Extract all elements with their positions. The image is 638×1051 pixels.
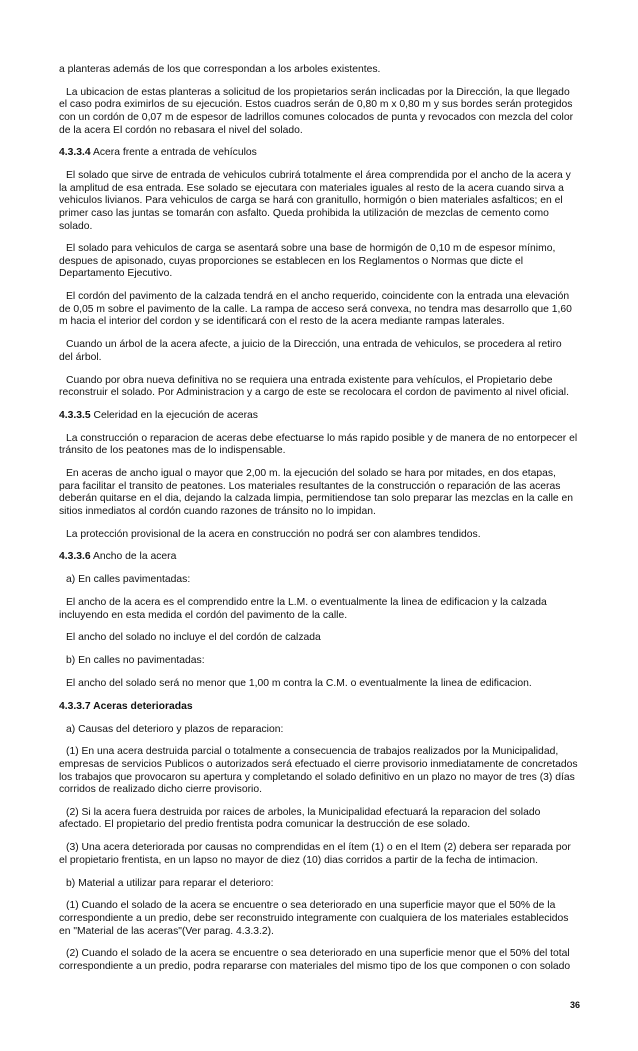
paragraph: (3) Una acera deteriorada por causas no comprendidas en el ítem (1) o en el Item (2) debera ser reparada por el propietario frentista, en un lapso no mayor de diez (10) dias corridos a partir de la fecha de intimacion.	[59, 842, 571, 866]
section-title: Acera frente a entrada de vehículos	[90, 147, 257, 159]
section-number: 4.3.3.5	[59, 409, 91, 421]
section-number: 4.3.3.4	[59, 147, 91, 159]
paragraph: En aceras de ancho igual o mayor que 2,00 m. la ejecución del solado se hara por mitades, en dos etapas, para facilitar el transito de peatones. Los materiales resultantes de la construcción o reparación de las aceras deberán quitarse en el dia, dejando la calzada limpia, permitiendose tan solo preparar las mezclas en la calle en sitios inmediatos al cordón cuando razones de tránsito no lo impidan.	[59, 468, 574, 517]
section-number: 4.3.3.6	[59, 551, 91, 563]
paragraph: Cuando un árbol de la acera afecte, a juicio de la Dirección, una entrada de vehiculos, se procedera al retiro del árbol.	[59, 339, 562, 363]
paragraph: a) En calles pavimentadas:	[66, 574, 191, 586]
paragraph: La construcción o reparacion de aceras debe efectuarse lo más rapido posible y de manera de no entorpecer el tránsito de los peatones mas de lo indispensable.	[59, 432, 578, 457]
section-title: Celeridad en la ejecución de aceras	[90, 409, 258, 421]
paragraph: a planteras además de los que correspondan a los arboles existentes.	[59, 64, 381, 75]
paragraph: b) En calles no pavimentadas:	[66, 655, 205, 667]
paragraph: a) Causas del deterioro y plazos de reparacion:	[66, 723, 284, 735]
paragraph: Cuando por obra nueva definitiva no se requiera una entrada existente para vehículos, el Propietario debe reconstruir el solado. Por Administracion y a cargo de este se recolocara el cordon de pavimento al nivel oficial.	[59, 374, 569, 399]
paragraph: b) Material a utilizar para reparar el deterioro:	[66, 877, 274, 889]
paragraph: El ancho del solado no incluye el del cordón de calzada	[66, 632, 321, 644]
paragraph: El cordón del pavimento de la calzada tendrá en el ancho requerido, coincidente con la entrada una elevación de 0,05 m sobre el pavimento de la calle. La rampa de acceso será convexa, no tendra mas desarrollo que 1,60 m hacia el interior del cordon y se identificará con el resto de la acera mediante rampas laterales.	[59, 291, 572, 328]
section-heading	[59, 147, 578, 160]
section-heading	[59, 551, 578, 564]
section-title: 4.3.3.7 Aceras deterioradas	[59, 700, 193, 712]
paragraph: (2) Cuando el solado de la acera se encuentre o sea deteriorado en una superficie menor que el 50% del total correspondiente a un predio, podra repararse con materiales del mismo tipo de los que componen o con solado	[59, 948, 571, 972]
paragraph: (1) En una acera destruida parcial o totalmente a consecuencia de trabajos realizados por la Municipalidad, empresas de servicios Publicos o autorizados será efectuado el cierre provisorio inmediatamente de concretados los trabajos que provocaron su apertura y completando el solado definitivo en un plazo no mayor de tres (3) días corridos de realizado dicho cierre provisorio.	[59, 746, 578, 796]
section-title: Ancho de la acera	[90, 551, 177, 563]
paragraph: El solado para vehiculos de carga se asentará sobre una base de hormigón de 0,10 m de espesor mínimo, despues de apisonado, cuyas proporciones se establecen en los Reglamentos o Normas que dicte el Departamento Ejecutivo.	[59, 243, 556, 280]
page-number: 36	[569, 1000, 580, 1010]
paragraph: La ubicacion de estas planteras a solicitud de los propietarios serán inclicadas por la Dirección, la que llegado el caso podra eximirlos de su ejecución. Estos cuadros serán de 0,80 m x 0,80 m y sus bordes serán protegidos con un cordón de 0,07 m de espesor de ladrillos comunes colocados de punta y revocados con mezcla del color de la acera El cordón no rebasara el nivel del solado.	[59, 86, 574, 136]
paragraph: El ancho del solado será no menor que 1,00 m contra la C.M. o eventualmente la linea de edificacion.	[66, 677, 532, 689]
paragraph: (1) Cuando el solado de la acera se encuentre o sea deteriorado en una superficie mayor que el 50% de la correspondiente a un predio, debe ser reconstruido integramente con cualquiera de los materiales establecidos en "Material de las aceras"(Ver parag. 4.3.3.2).	[59, 900, 569, 937]
paragraph: El solado que sirve de entrada de vehiculos cubrirá totalmente el área comprendida por el ancho de la acera y la amplitud de esa entrada. Ese solado se ejecutara con materiales iguales al resto de la acera cuando sirva a vehiculos livianos. Para vehiculos de carga se hará con granitullo, hormigón o bien materiales asfalticos; en el primer caso las juntas se tomarán con asfalto. Queda prohibida la utilización de mezclas de cemento como solado.	[59, 170, 571, 232]
section-heading	[59, 701, 578, 714]
paragraph: El ancho de la acera es el comprendido entre la L.M. o eventualmente la linea de edificacion y la calzada incluyendo en esta medida el cordón del pavimento de la calle.	[59, 597, 547, 621]
paragraph: (2) Si la acera fuera destruida por raices de arboles, la Municipalidad efectuará la reparacion del solado afectado. El propietario del predio frentista podra comunicar la destrucción de ese solado.	[59, 806, 541, 831]
paragraph: La protección provisional de la acera en construcción no podrá ser con alambres tendidos.	[66, 528, 481, 540]
section-heading	[59, 410, 578, 423]
